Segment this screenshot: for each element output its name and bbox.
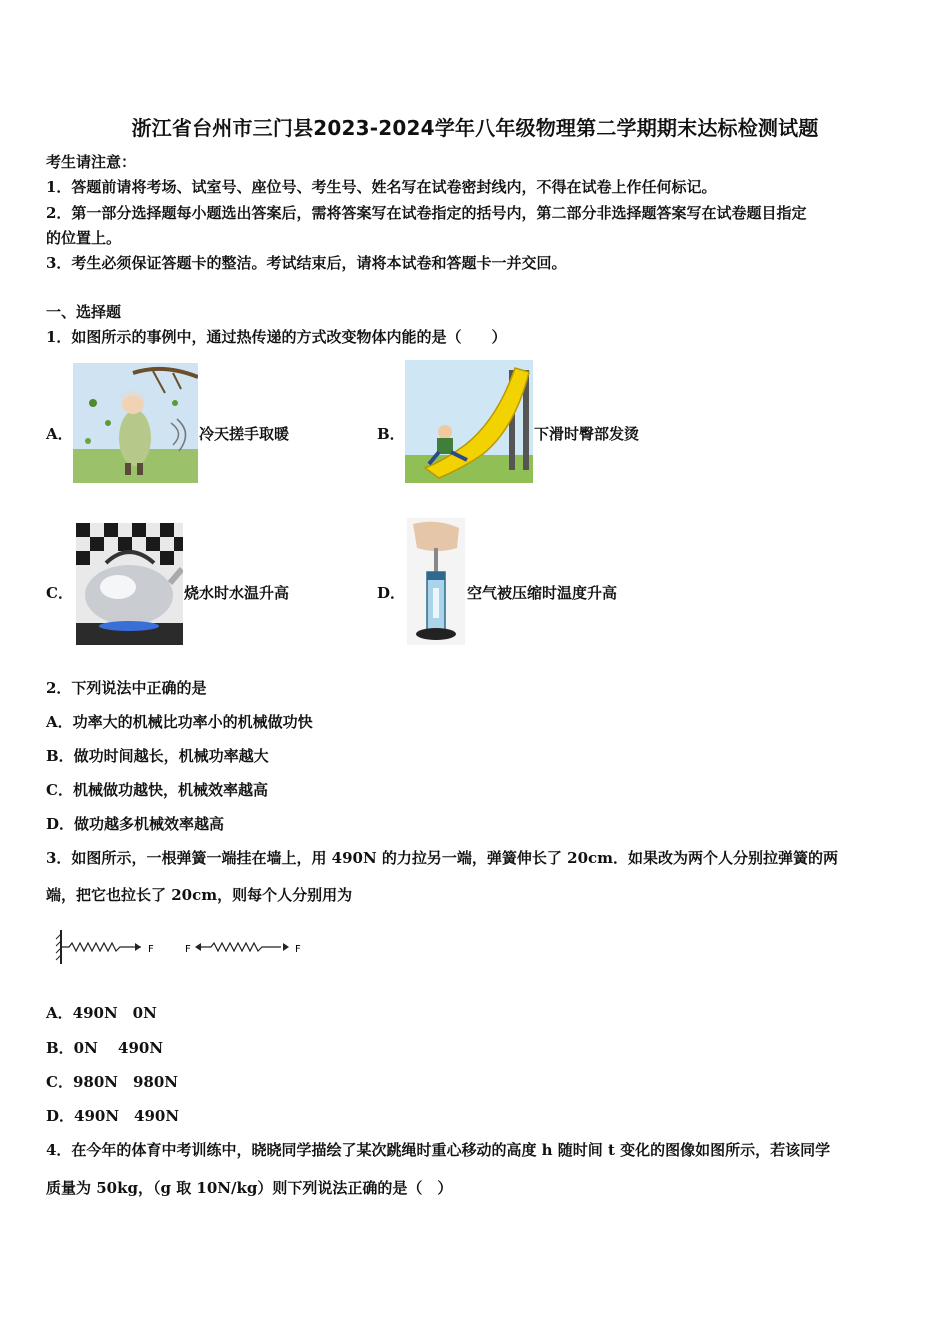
q1-option-b-label: B．	[377, 425, 405, 443]
q2-option-d: D．做功越多机械效率越高	[46, 815, 225, 833]
q1-option-d-label: D．	[377, 584, 406, 602]
spring-force-label-2: F	[185, 944, 191, 955]
spring-force-label-3: F	[295, 944, 301, 955]
q2-option-b: B．做功时间越长，机械功率越大	[46, 747, 269, 765]
q1-option-c-label: C．	[46, 584, 73, 602]
notice-item-1: 1．答题前请将考场、试室号、座位号、考生号、姓名写在试卷密封线内，不得在试卷上作任何标记。	[46, 178, 717, 196]
q1-option-d-image	[407, 518, 465, 645]
slide-illustration	[405, 360, 533, 483]
notice-item-2: 2．第一部分选择题每小题选出答案后，需将答案写在试卷指定的括号内，第二部分非选择题答案写在试卷题目指定	[46, 204, 807, 222]
q4-stem-line-2: 质量为 50kg，（g 取 10N/kg）则下列说法正确的是（ ）	[46, 1179, 453, 1197]
q1-option-c-caption: 烧水时水温升高	[184, 584, 290, 602]
q1-option-a-label: A．	[46, 425, 73, 443]
q2-option-c: C．机械做功越快，机械效率越高	[46, 781, 268, 799]
rubbing-hands-illustration	[73, 363, 198, 483]
q3-option-b: B．0N 490N	[46, 1039, 164, 1057]
spring-diagram	[55, 926, 315, 968]
q3-option-d: D．490N 490N	[46, 1107, 180, 1125]
page-title: 浙江省台州市三门县2023-2024学年八年级物理第二学期期末达标检测试题	[131, 116, 819, 140]
q1-option-a-caption: 冷天搓手取暖	[199, 425, 290, 443]
q1-option-d-caption: 空气被压缩时温度升高	[467, 584, 618, 602]
q3-stem-line-1: 3．如图所示，一根弹簧一端挂在墙上，用 490N 的力拉另一端，弹簧伸长了 20cm．如果改为两个人分别拉弹簧的两	[46, 849, 839, 867]
notice-item-2-cont: 的位置上。	[46, 229, 122, 247]
q3-stem-line-2: 端，把它也拉长了 20cm，则每个人分别用为	[46, 886, 353, 904]
q3-option-a: A．490N 0N	[46, 1004, 157, 1022]
q1-option-c-image	[76, 523, 183, 645]
q1-stem: 1．如图所示的事例中，通过热传递的方式改变物体内能的是（ ）	[46, 328, 507, 346]
spring-force-label-1: F	[148, 944, 154, 955]
notice-item-3: 3．考生必须保证答题卡的整洁。考试结束后，请将本试卷和答题卡一并交回。	[46, 254, 567, 272]
q2-option-a: A．功率大的机械比功率小的机械做功快	[46, 713, 313, 731]
q1-option-b-caption: 下滑时臀部发烫	[534, 425, 640, 443]
kettle-photo	[76, 523, 183, 645]
q3-option-c: C．980N 980N	[46, 1073, 178, 1091]
q1-option-b-image	[405, 360, 533, 483]
air-compression-tube-photo	[407, 518, 465, 645]
q2-stem: 2．下列说法中正确的是	[46, 679, 207, 697]
q4-stem-line-1: 4．在今年的体育中考训练中，晓晓同学描绘了某次跳绳时重心移动的高度 h 随时间 t 变化的图像如图所示，若该同学	[46, 1141, 831, 1159]
q1-option-a-image	[73, 363, 198, 483]
section-heading: 一、选择题	[46, 303, 122, 321]
q3-spring-figure	[55, 926, 315, 968]
notice-heading: 考生请注意：	[46, 153, 137, 171]
